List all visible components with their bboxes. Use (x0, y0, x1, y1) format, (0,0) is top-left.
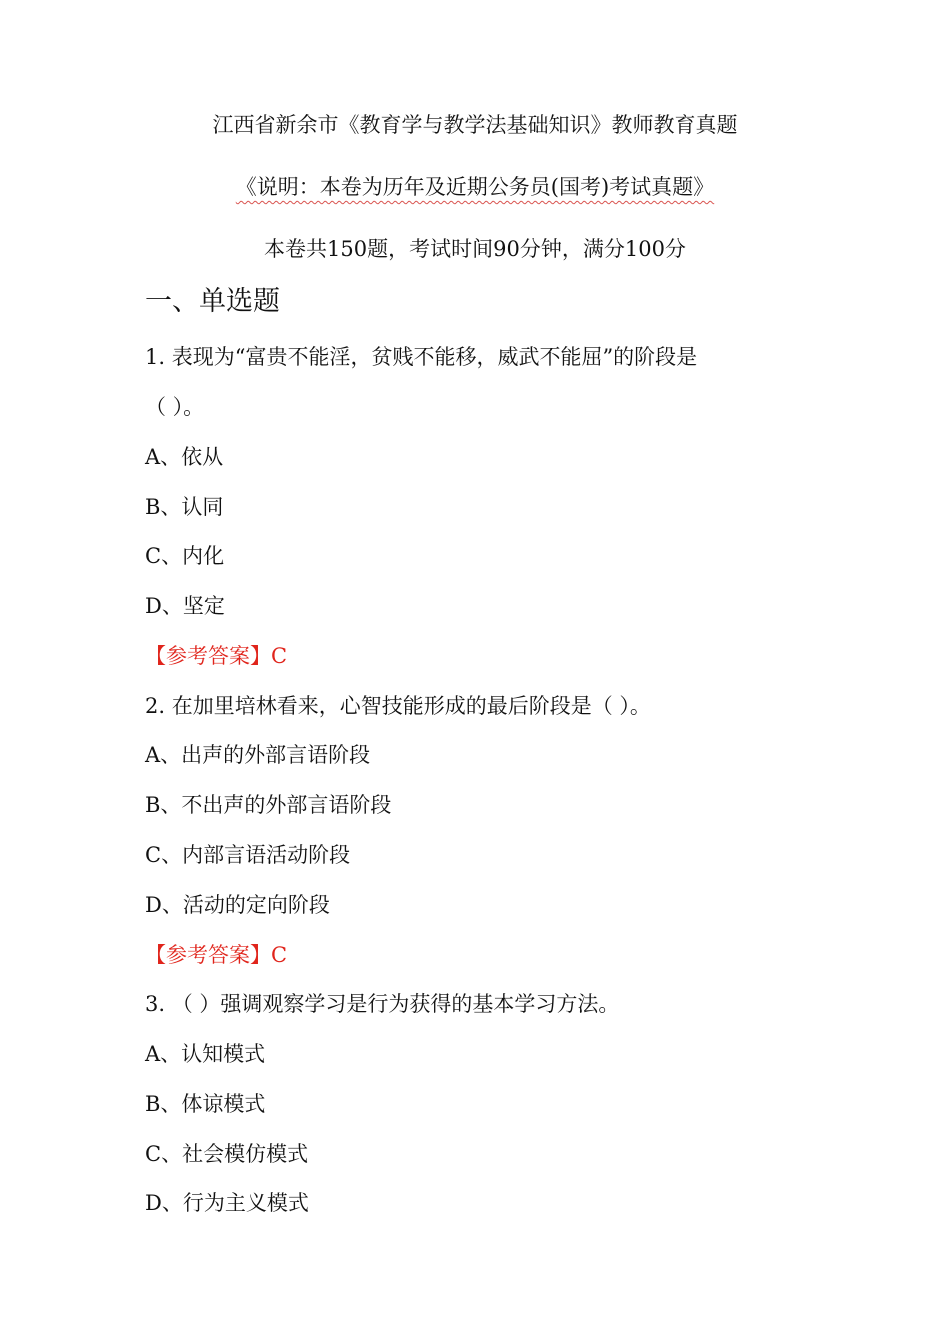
question-2-stem: 2. 在加里培林看来，心智技能形成的最后阶段是（ ）。 (145, 694, 651, 718)
question-1-option-c: C、内化 (145, 544, 225, 568)
question-1-option-a: A、依从 (145, 445, 224, 469)
note-text: 《说明：本卷为历年及近期公务员(国考)考试真题》 (235, 175, 715, 199)
question-2-answer: 【参考答案】C (145, 943, 288, 967)
question-2-option-b: B、不出声的外部言语阶段 (145, 793, 392, 817)
question-2-option-c: C、内部言语活动阶段 (145, 843, 351, 867)
question-1-answer: 【参考答案】C (145, 644, 288, 668)
section-title: 一、单选题 (145, 286, 280, 317)
question-3-stem: 3. （ ）强调观察学习是行为获得的基本学习方法。 (145, 992, 620, 1016)
question-2-option-d: D、活动的定向阶段 (145, 893, 330, 917)
question-3-option-a: A、认知模式 (145, 1042, 266, 1066)
document-title: 江西省新余市《教育学与教学法基础知识》教师教育真题 (212, 113, 738, 137)
question-1-stem-line2: （ ）。 (145, 395, 205, 419)
question-3-option-c: C、社会模仿模式 (145, 1142, 309, 1166)
question-1-option-b: B、认同 (145, 495, 224, 519)
question-1-option-d: D、坚定 (145, 594, 225, 618)
document-note (0, 172, 950, 202)
question-2-option-a: A、出声的外部言语阶段 (145, 743, 371, 767)
exam-info: 本卷共150题，考试时间90分钟，满分100分 (264, 237, 686, 261)
question-1-stem-line1: 1. 表现为“富贵不能淫，贫贱不能移，威武不能屈”的阶段是 (145, 345, 698, 369)
question-3-option-d: D、行为主义模式 (145, 1191, 309, 1215)
question-3-option-b: B、体谅模式 (145, 1092, 266, 1116)
